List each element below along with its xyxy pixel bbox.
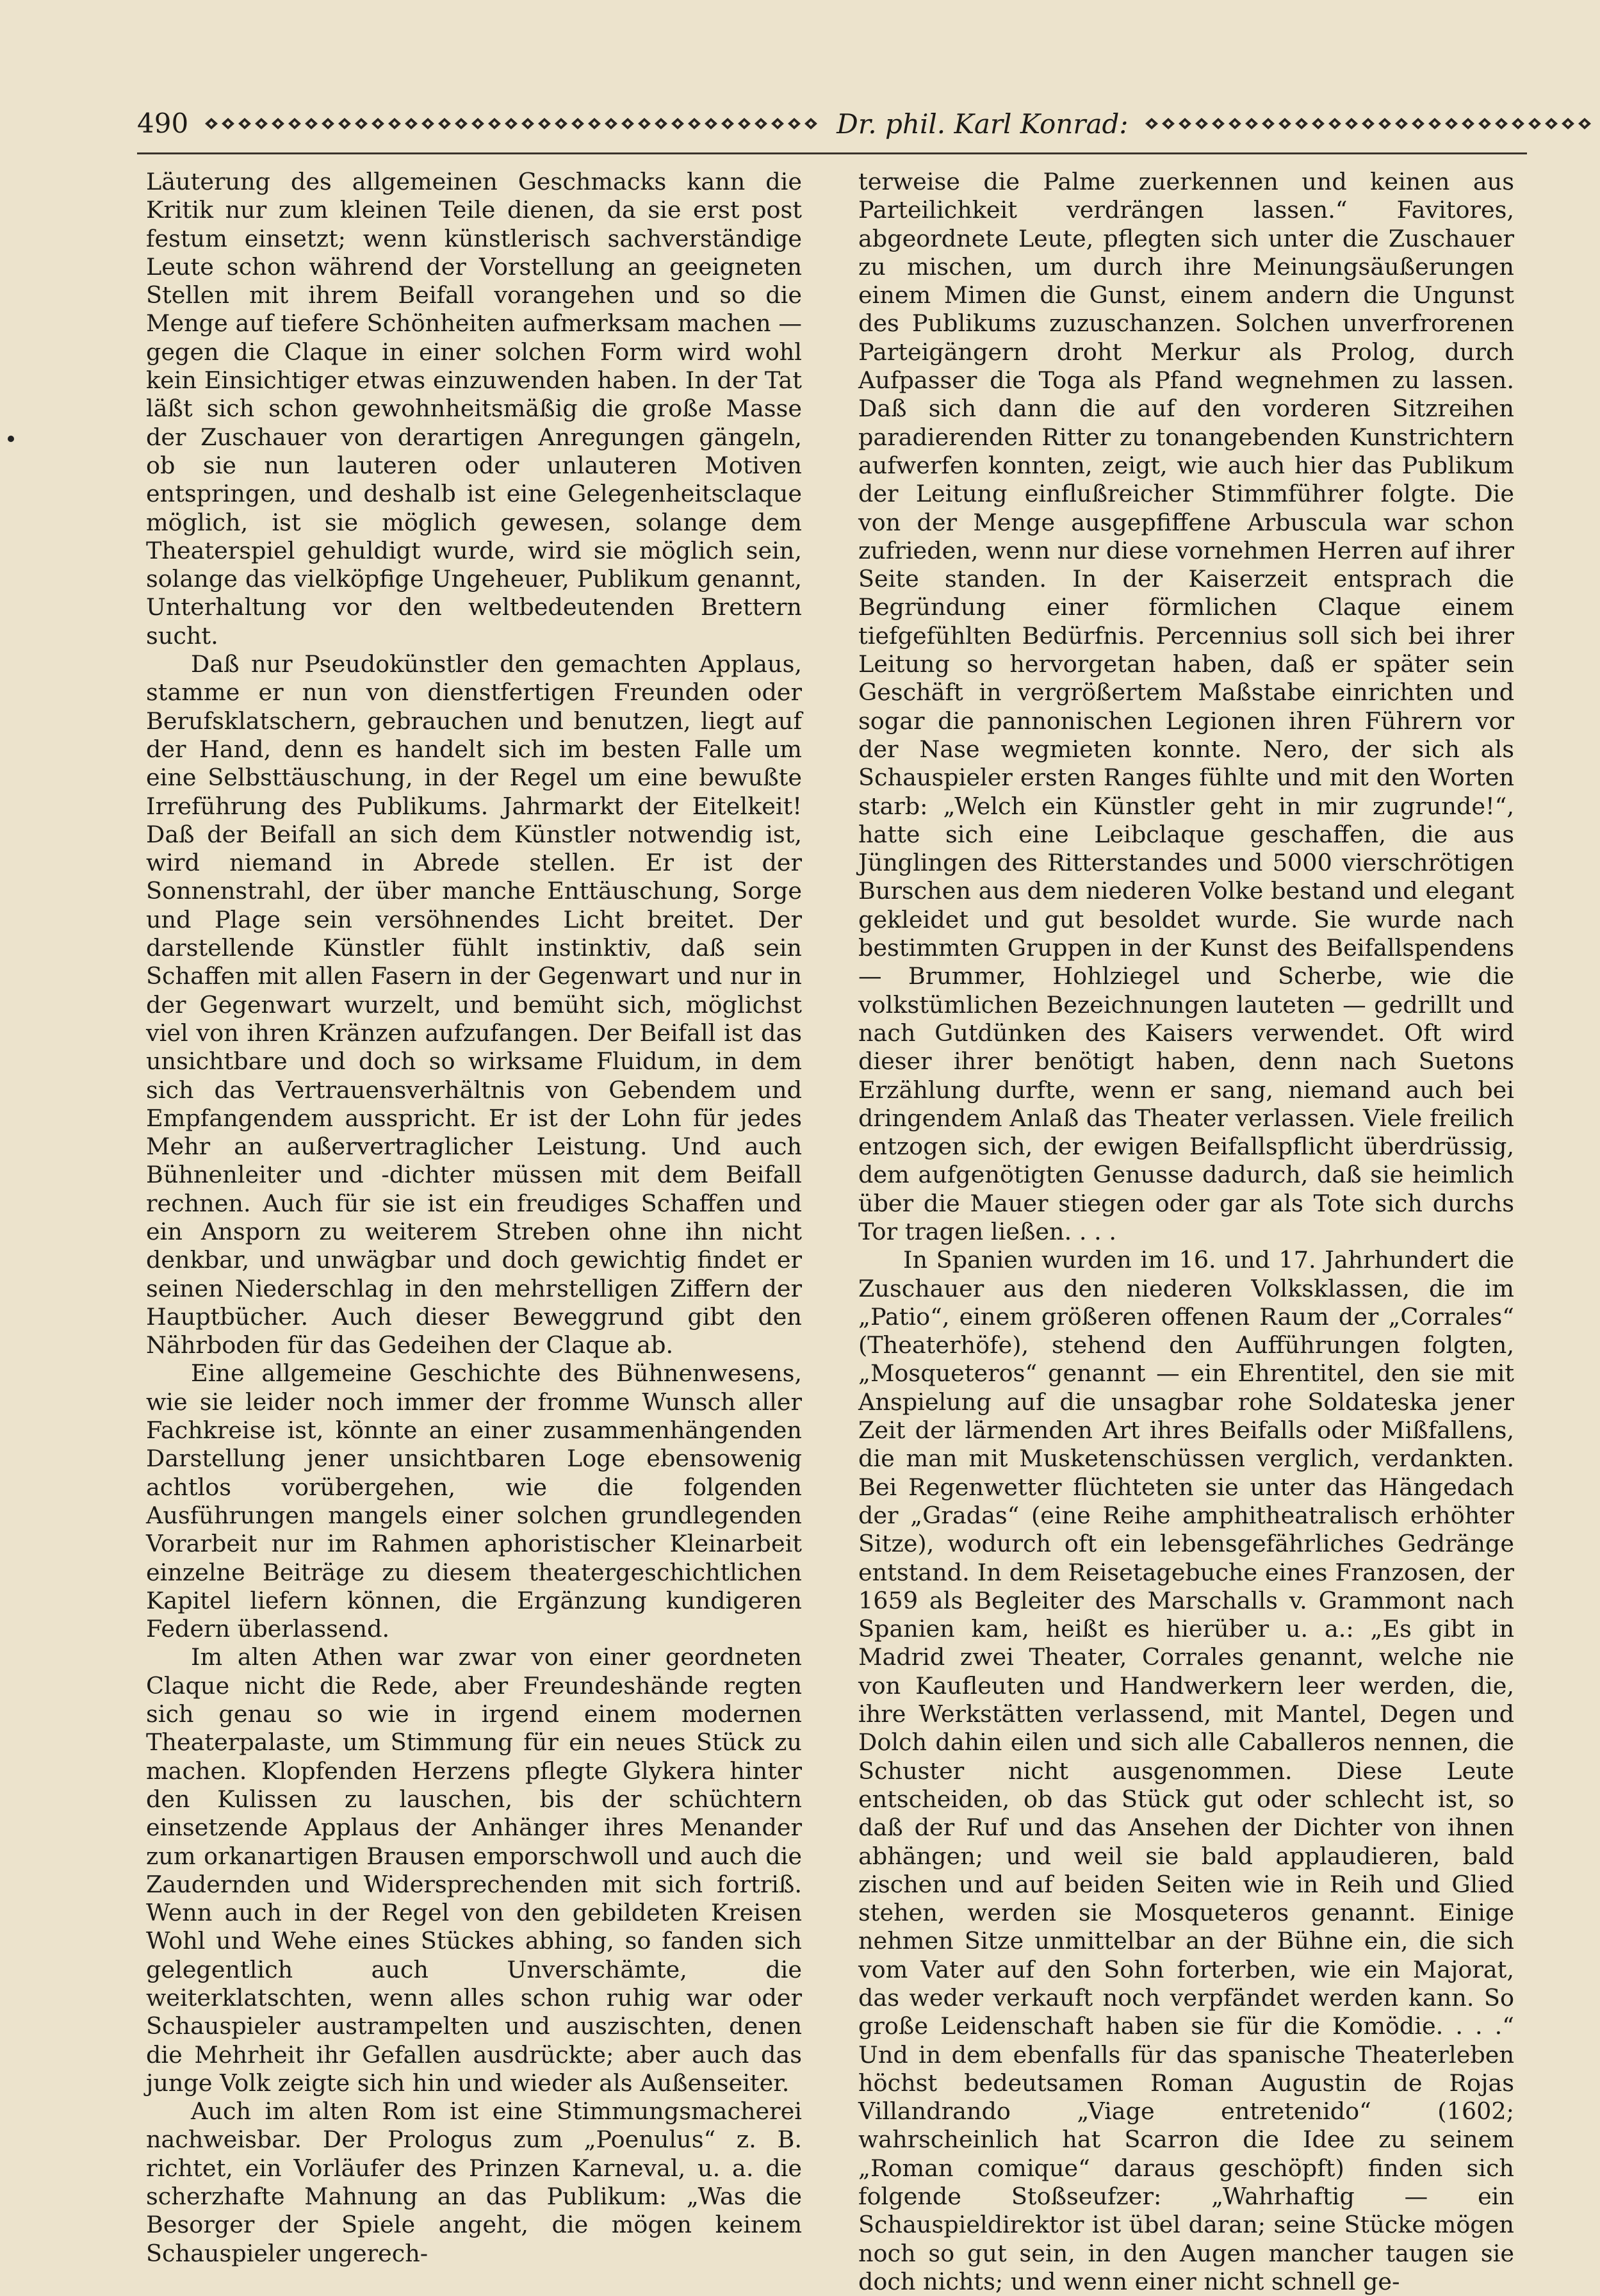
header-rule — [137, 152, 1527, 154]
left-column — [146, 168, 802, 2267]
ornament-pattern — [1145, 116, 1594, 131]
ornament-pattern — [205, 116, 820, 131]
paragraph: In Spanien wurden im 16. und 17. Jahrhundert die Zuschauer aus den niederen Volksklassen, die im „Patio“, einem größeren offenen Raum der „Corrales“ (Theaterhöfe), stehend den Aufführungen folgten, „Mosqueteros“ genannt — ein Ehrentitel, den sie mit Anspielung auf die unsagbar rohe Soldateska jener Zeit der lärmenden Art ihres Beifalls oder Mißfallens, die man mit Musketenschüssen verglich, verdankten. Bei Regenwetter flüchteten sie unter das Hängedach der „Gradas“ (eine Reihe amphitheatralisch erhöhter Sitze), wodurch oft ein lebensgefährliches Gedränge entstand. In dem Reisetagebuche eines Franzosen, der 1659 als Begleiter des Marschalls v. Grammont nach Spanien kam, heißt es hierüber u. a.: „Es gibt in Madrid zwei Theater, Corrales genannt, welche nie von Kaufleuten und Handwerkern leer werden, die, ihre Werkstätten verlassend, mit Mantel, Degen und Dolch dahin eilen und sich alle Caballeros nennen, die Schuster nicht ausgenommen. Diese Leute entscheiden, ob das Stück gut oder schlecht ist, so daß der Ruf und das Ansehen der Dichter von ihnen abhängen; und weil sie bald applaudieren, bald zischen und auf beiden Seiten wie in Reih und Glied stehen, werden sie Mosqueteros genannt. Einige nehmen Sitze unmittelbar an der Bühne ein, die sich vom Vater auf den Sohn forterben, wie ein Majorat, das weder verkauft noch verpfändet werden kann. So große Leidenschaft haben sie für die Komödie. . . .“ Und in dem ebenfalls für das spanische Theaterleben höchst bedeutsamen Roman Augustin de Rojas Villandrando „Viage entretenido“ (1602; wahrscheinlich hat Scarron die Idee zu seinem „Roman comique“ daraus geschöpft) finden sich folgende Stoßseufzer: „Wahrhaftig — ein Schauspieldirektor ist übel daran; seine Stücke mögen noch so gut sein, in den Augen mancher taugen sie doch nichts; und wenn einer nicht schnell ge- — [858, 1246, 1514, 2295]
paragraph: Läuterung des allgemeinen Geschmacks kann die Kritik nur zum kleinen Teile dienen, da sie erst post festum einsetzt; wenn künstlerisch sachverständige Leute schon während der Vorstellung an geeigneten Stellen mit ihrem Beifall vorangehen und so die Menge auf tiefere Schönheiten aufmerksam machen — gegen die Claque in einer solchen Form wird wohl kein Einsichtiger etwas einzuwenden haben. In der Tat läßt sich schon gewohnheitsmäßig die große Masse der Zuschauer von derartigen Anregungen gängeln, ob sie nun lauteren oder unlauteren Motiven entspringen, und deshalb ist eine Gelegenheitsclaque möglich, ist sie möglich gewesen, solange dem Theaterspiel gehuldigt wurde, wird sie möglich sein, solange das vielköpfige Ungeheuer, Publikum genannt, Unterhaltung vor den weltbedeutenden Brettern sucht. — [146, 168, 802, 650]
paragraph: Im alten Athen war zwar von einer geordneten Claque nicht die Rede, aber Freundeshände regten sich genau so wie in irgend einem modernen Theaterpalaste, um Stimmung für ein neues Stück zu machen. Klopfenden Herzens pflegte Glykera hinter den Kulissen zu lauschen, bis der schüchtern einsetzende Applaus der Anhänger ihres Menander zum orkanartigen Brausen emporschwoll und auch die Zaudernden und Widersprechenden mit sich fortriß. Wenn auch in der Regel von den gebildeten Kreisen Wohl und Wehe eines Stückes abhing, so fanden sich gelegentlich auch Unverschämte, die weiterklatschten, wenn alles schon ruhig war oder Schauspieler austrampelten und auszischten, denen die Mehrheit ihr Gefallen ausdrückte; aber auch das junge Volk zeigte sich hin und wieder als Außenseiter. — [146, 1643, 802, 2097]
paragraph: Eine allgemeine Geschichte des Bühnenwesens, wie sie leider noch immer der fromme Wunsch aller Fachkreise ist, könnte an einer zusammenhängenden Darstellung jener unsichtbaren Loge ebensowenig achtlos vorübergehen, wie die folgenden Ausführungen mangels einer solchen grundlegenden Vorarbeit nur im Rahmen aphoristischer Kleinarbeit einzelne Beiträge zu diesem theatergeschichtlichen Kapitel liefern können, die Ergänzung kundigeren Federn überlassend. — [146, 1359, 802, 1643]
ornament-rule-left — [205, 116, 820, 131]
paragraph: terweise die Palme zuerkennen und keinen aus Parteilichkeit verdrängen lassen.“ Favitores, abgeordnete Leute, pflegten sich unter die Zuschauer zu mischen, um durch ihre Meinungsäußerungen einem Mimen die Gunst, einem andern die Ungunst des Publikums zuzuschanzen. Solchen unverfrorenen Parteigängern droht Merkur als Prolog, durch Aufpasser die Toga als Pfand wegnehmen zu lassen. Daß sich dann die auf den vorderen Sitzreihen paradierenden Ritter zu tonangebenden Kunstrichtern aufwerfen konnten, zeigt, wie auch hier das Publikum der Leitung einflußreicher Stimmführer folgte. Die von der Menge ausgepfiffene Arbuscula war schon zufrieden, wenn nur diese vornehmen Herren auf ihrer Seite standen. In der Kaiserzeit entsprach die Begründung einer förmlichen Claque einem tiefgefühlten Bedürfnis. Percennius soll sich bei ihrer Leitung so hervorgetan haben, daß er später sein Geschäft in vergrößertem Maßstabe einrichten und sogar die pannonischen Legionen ihren Führern vor der Nase wegmieten konnte. Nero, der sich als Schauspieler ersten Ranges fühlte und mit den Worten starb: „Welch ein Künstler geht in mir zugrunde!“, hatte sich eine Leibclaque geschaffen, die aus Jünglingen des Ritterstandes und 5000 vierschrötigen Burschen aus dem niederen Volke bestand und elegant gekleidet und gut besoldet wurde. Sie wurde nach bestimmten Gruppen in der Kunst des Beifallspendens — Brummer, Hohlziegel und Scherbe, wie die volkstümlichen Bezeichnungen lauteten — gedrillt und nach Gutdünken des Kaisers verwendet. Oft wird dieser ihrer benötigt haben, denn nach Suetons Erzählung durfte, wenn er sang, niemand auch bei dringendem Anlaß das Theater verlassen. Viele freilich entzogen sich, der ewigen Beifallspflicht überdrüssig, dem aufgenötigten Genusse dadurch, daß sie heimlich über die Mauer stiegen oder gar als Tote sich durchs Tor tragen ließen. . . . — [858, 168, 1515, 1245]
paragraph: Daß nur Pseudokünstler den gemachten Applaus, stamme er nun von dienstfertigen Freunden oder Berufsklatschern, gebrauchen und benutzen, liegt auf der Hand, denn es handelt sich im besten Falle um eine Selbsttäuschung, in der Regel um eine bewußte Irreführung des Publikums. Jahrmarkt der Eitelkeit! Daß der Beifall an sich dem Künstler notwendig ist, wird niemand in Abrede stellen. Er ist der Sonnenstrahl, der über manche Enttäuschung, Sorge und Plage sein versöhnendes Licht breitet. Der darstellende Künstler fühlt instinktiv, daß sein Schaffen mit allen Fasern in der Gegenwart und nur in der Gegenwart wurzelt, und bemüht sich, möglichst viel von ihren Kränzen aufzufangen. Der Beifall ist das unsichtbare und doch so wirksame Fluidum, in dem sich das Vertrauensverhältnis von Gebendem und Empfangendem ausspricht. Er ist der Lohn für jedes Mehr an außervertraglicher Leistung. Und auch Bühnenleiter und -dichter müssen mit dem Beifall rechnen. Auch für sie ist ein freudiges Schaffen und ein Ansporn zu weiterem Streben ohne ihn nicht denkbar, und unwägbar und doch gewichtig findet er seinen Niederschlag in den mehrstelligen Ziffern der Hauptbücher. Auch dieser Beweggrund gibt den Nährboden für das Gedeihen der Claque ab. — [146, 650, 802, 1359]
paragraph: Auch im alten Rom ist eine Stimmungsmacherei nachweisbar. Der Prologus zum „Poenulus“ z. B. richtet, ein Vorläufer des Prinzen Karneval, u. a. die scherzhafte Mahnung an das Publikum: „Was die Besorger der Spiele angeht, die mögen keinem Schauspieler ungerech- — [146, 2097, 802, 2267]
margin-mark — [8, 436, 14, 442]
ornament-rule-right — [1145, 116, 1594, 131]
running-header — [137, 102, 1527, 145]
page-number: 490 — [137, 108, 189, 139]
running-title: Dr. phil. Karl Konrad: — [837, 108, 1129, 140]
right-column — [858, 168, 1515, 2295]
